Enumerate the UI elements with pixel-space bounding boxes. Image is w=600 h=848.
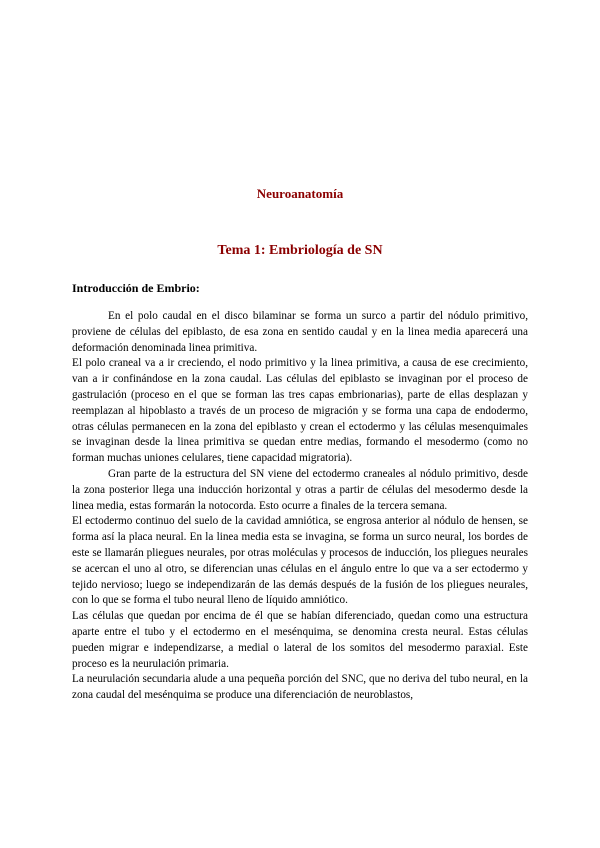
paragraph: En el polo caudal en el disco bilaminar se forma un surco a partir del nódulo primitivo, proviene de células del epiblasto, de esa zona en sentido caudal y en la linea media aparecerá una deformación denominada linea primitiva. — [72, 310, 528, 354]
paragraph: La neurulación secundaria alude a una pequeña porción del SNC, que no deriva del tubo neural, en la zona caudal del mesénquima se produce una diferenciación de neuroblastos, — [72, 673, 528, 702]
body-text — [72, 309, 528, 704]
paragraph: Gran parte de la estructura del SN viene del ectodermo craneales al nódulo primitivo, desde la zona posterior llega una inducción horizontal y otras a partir de células del mesodermo desde la linea media, estas formarán la notocorda. Esto ocurre a finales de la tercera semana. — [72, 467, 528, 512]
paragraph: El polo craneal va a ir creciendo, el nodo primitivo y la linea primitiva, a causa de ese crecimiento, van a ir confinándose en la zona caudal. Las células del epiblasto se invaginan por el proceso de gastrulación (proceso en el que se forman las tres capas embrionarias), parte de ellas desplazan y reemplazan al hipoblasto a través de un proceso de migración y se forma una capa de endodermo, otras células permanecen en la zona del epiblasto y crean el ectodermo y las células mesenquimales se invaginan desde la linea primitiva se quedan entre medias, formando el mesodermo (como no forman muchas uniones celulares, tiene capacidad migratoria). — [72, 357, 528, 465]
chapter-title: Tema 1: Embriología de SN — [217, 243, 383, 258]
paragraph: El ectodermo continuo del suelo de la cavidad amniótica, se engrosa anterior al nódulo de hensen, se forma así la placa neural. En la linea media esta se invagina, se forma un surco neural, los bordes de este se llamarán pliegues neurales, por otras moléculas y procesos de inducción, los pliegues neurales se acercan el uno al otro, se diferencian unas células en el ángulo entre lo que va a ser ectodermo y tejido nervioso; luego se independizarán de las demás después de la fusión de los pliegues neurales, con lo que se forma el tubo neural lleno de líquido amniótico. — [72, 515, 528, 607]
document-title: Neuroanatomía — [256, 186, 344, 201]
paragraph: Las células que quedan por encima de él que se habían diferenciado, quedan como una estructura aparte entre el tubo y el ectodermo en el mesénquima, se denomina cresta neural. Estas células pueden migrar e independizarse, a medial o lateral de los somitos del mesodermo paraxial. Este proceso es la neurulación primaria. — [72, 610, 528, 670]
section-heading: Introducción de Embrio: — [72, 281, 200, 295]
